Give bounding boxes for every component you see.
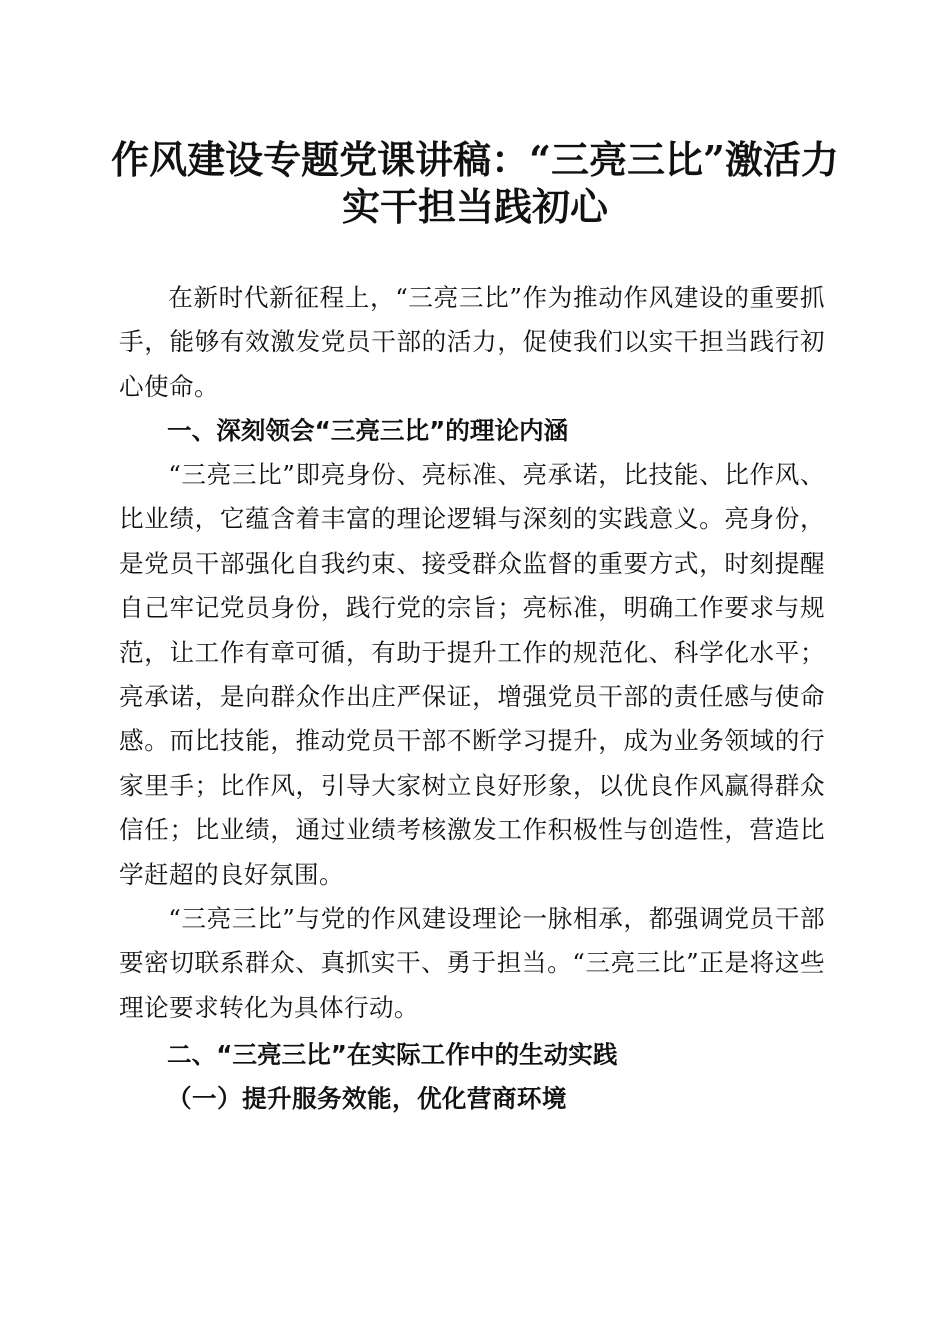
subsection-heading-1: （一）提升服务效能，优化营商环境 [167,1084,567,1113]
document-title-line-1: 作风建设专题党课讲稿：“三亮三比”激活力 [111,137,839,182]
document-title-line-2: 实干担当践初心 [341,184,608,229]
section-heading-1: 一、深刻领会“三亮三比”的理论内涵 [167,416,569,445]
body-paragraph-theory: “三亮三比”即亮身份、亮标准、亮承诺，比技能、比作风、比业绩，它蕴含着丰富的理论逻辑与深刻的实践意义。亮身份，是党员干部强化自我约束、接受群众监督的重要方式，时刻提醒自己牢记党员身份，践行党的宗旨；亮标准，明确工作要求与规范，让工作有章可循，有助于提升工作的规范化、科学化水平；亮承诺，是向群众作出庄严保证，增强党员干部的责任感与使命感。而比技能，推动党员干部不断学习提升，成为业务领域的行家里手；比作风，引导大家树立良好形象，以优良作风赢得群众信任；比业绩，通过业绩考核激发工作积极性与创造性，营造比学赶超的良好氛围。 [119,460,825,889]
body-paragraph-continuity: “三亮三比”与党的作风建设理论一脉相承，都强调党员干部要密切联系群众、真抓实干、勇于担当。“三亮三比”正是将这些理论要求转化为具体行动。 [119,904,825,1022]
section-heading-2: 二、“三亮三比”在实际工作中的生动实践 [167,1040,618,1069]
intro-paragraph: 在新时代新征程上，“三亮三比”作为推动作风建设的重要抓手，能够有效激发党员干部的活力，促使我们以实干担当践行初心使命。 [119,283,825,401]
